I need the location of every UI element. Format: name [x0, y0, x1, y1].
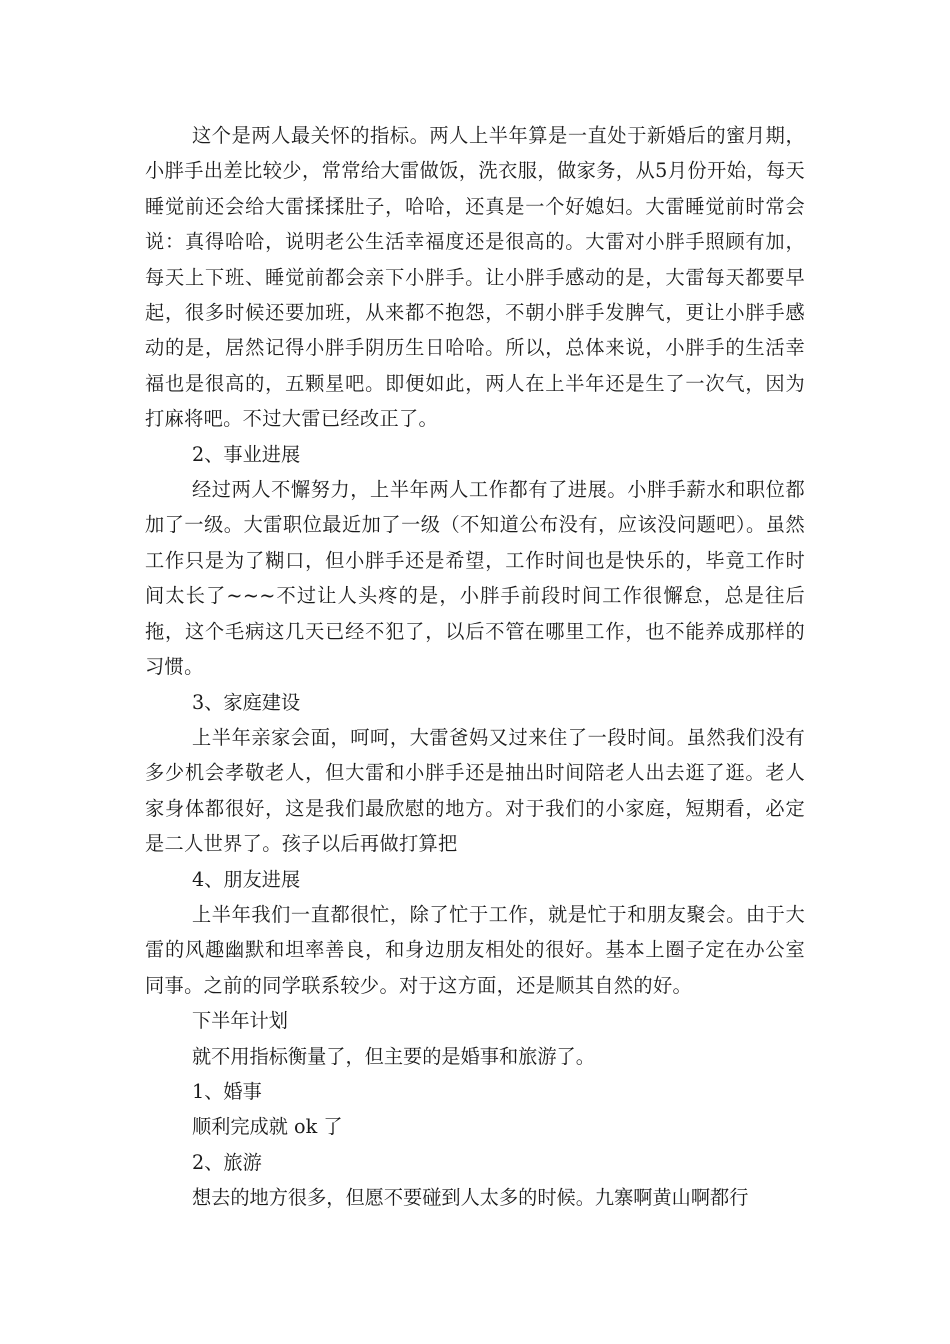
document-body: [145, 118, 805, 1216]
heading-family: 3、家庭建设: [192, 690, 301, 714]
heading-career: 2、事业进展: [192, 442, 301, 466]
paragraph-travel: 想去的地方很多，但愿不要碰到人太多的时候。九寨啊黄山啊都行: [192, 1186, 749, 1210]
paragraph-career: 经过两人不懈努力，上半年两人工作都有了进展。小胖手薪水和职位都加了一级。大雷职位最近加了一级（不知道公布没有，应该没问题吧）。虽然工作只是为了糊口，但小胖手还是希望，工作时间也是快乐的，毕竟工作时间太长了~~~不过让人头疼的是，小胖手前段时间工作很懈怠，总是往后拖，这个毛病这几天已经不犯了，以后不管在哪里工作，也不能养成那样的习惯。: [145, 478, 805, 679]
paragraph-plan-intro: 就不用指标衡量了，但主要的是婚事和旅游了。: [192, 1044, 595, 1068]
paragraph-family: 上半年亲家会面，呵呵，大雷爸妈又过来住了一段时间。虽然我们没有多少机会孝敬老人，但大雷和小胖手还是抽出时间陪老人出去逛了逛。老人家身体都很好，这是我们最欣慰的地方。对于我们的小家庭，短期看，必定是二人世界了。孩子以后再做打算把: [145, 725, 805, 856]
paragraph-wedding: 顺利完成就 ok 了: [192, 1115, 343, 1139]
heading-travel: 2、旅游: [192, 1150, 262, 1174]
heading-friends: 4、朋友进展: [192, 867, 301, 891]
paragraph-happiness: 这个是两人最关怀的指标。两人上半年算是一直处于新婚后的蜜月期，小胖手出差比较少，常常给大雷做饭，洗衣服，做家务，从5月份开始，每天睡觉前还会给大雷揉揉肚子，哈哈，还真是一个好媳妇。大雷睡觉前时常会说：真得哈哈，说明老公生活幸福度还是很高的。大雷对小胖手照顾有加，每天上下班、睡觉前都会亲下小胖手。让小胖手感动的是，大雷每天都要早起，很多时候还要加班，从来都不抱怨，不朝小胖手发脾气，更让小胖手感动的是，居然记得小胖手阴历生日哈哈。所以，总体来说，小胖手的生活幸福也是很高的，五颗星吧。即便如此，两人在上半年还是生了一次气，因为打麻将吧。不过大雷已经改正了。: [145, 124, 805, 431]
heading-second-half-plan: 下半年计划: [192, 1009, 288, 1033]
heading-wedding: 1、婚事: [192, 1079, 262, 1103]
paragraph-friends: 上半年我们一直都很忙，除了忙于工作，就是忙于和朋友聚会。由于大雷的风趣幽默和坦率善良，和身边朋友相处的很好。基本上圈子定在办公室同事。之前的同学联系较少。对于这方面，还是顺其自然的好。: [145, 902, 805, 997]
